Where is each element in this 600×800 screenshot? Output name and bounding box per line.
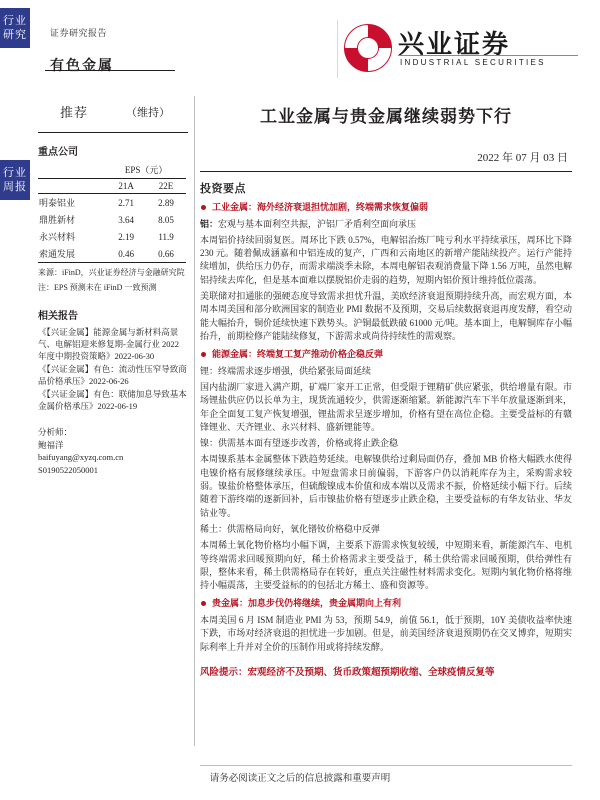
page-title: 工业金属与贵金属继续弱势下行 — [260, 107, 512, 126]
header-left — [50, 26, 114, 75]
logo-english-name: INDUSTRIAL SECURITIES — [400, 58, 546, 67]
vertical-tab-industry-research-label: 行业研究 — [3, 15, 27, 41]
paragraph-text: 本周稀土氧化物价格均小幅下调，主要系下游需求恢复较缓，中短期来看，新能源汽车、电机等终端需求回暖预期向好，稀土价格需求主要受益于，稀土供给需求回暖预期，供给弹性有限，整体来看，稀土供需格局存在转好，重点关注磁性材料需求变化。短期内氧化物价格将维持小幅震荡，主要受益标的的包括北方稀土、盛和资源等。 — [200, 540, 572, 591]
company-eps-21a: 3.64 — [118, 214, 134, 225]
left-vertical-bar — [0, 0, 30, 800]
company-eps-21a: 0.46 — [118, 248, 134, 259]
analyst-license: S0190522050001 — [38, 464, 98, 475]
col-company-header — [38, 179, 106, 194]
table-row — [38, 211, 186, 228]
paragraph-text: 稀土：供需格局向好，氧化镨钕价格稳中反弹 — [200, 523, 381, 534]
report-type-label: 证券研究报告 — [50, 28, 108, 38]
bullet-item — [200, 597, 572, 611]
eps-header: EPS（元） — [124, 165, 168, 175]
rating-divider — [38, 132, 188, 133]
company-eps-22e: 11.9 — [158, 231, 174, 242]
title-divider — [200, 171, 572, 172]
col-21a-header: 21A — [118, 181, 134, 191]
bullet-lead: 工业金属：海外经济衰退担忧加剧，终端需求恢复偏弱 — [212, 202, 429, 212]
logo-chinese-name: 兴业证券 — [398, 30, 511, 59]
paragraph — [200, 539, 572, 592]
bullet-lead: 贵金属：加息步伐仍将继续，贵金属期向上有利 — [212, 598, 402, 609]
list-item[interactable]: 《【兴证金属】有色：联储加息导致基本金属价格承压》2022-06-19 — [38, 389, 187, 411]
sidebar-column — [38, 100, 188, 476]
rating-row — [38, 100, 188, 128]
logo-divider — [398, 55, 578, 56]
rating-label: 推荐 — [60, 105, 89, 120]
analyst-label: 分析师： — [38, 427, 73, 437]
table-row — [38, 194, 186, 212]
list-item[interactable]: 《【兴证金属】能源金属与新材料高景气、电解铝迎来修复期-金属行业 2022 年度中期投资策略》2022-06-30 — [38, 327, 179, 361]
table-source-line-2: 注：EPS 预测未在 iFinD 一致预测 — [38, 283, 157, 292]
header-divider — [45, 70, 175, 71]
column-divider — [194, 96, 195, 746]
table-row — [38, 228, 186, 245]
industry-name: 有色金属 — [50, 59, 114, 74]
table-subheader-row — [38, 179, 186, 194]
table-header-row — [38, 161, 186, 179]
risk-disclosure: 风险提示：宏观经济不及预期、货币政策超预期收缩、全球疫情反复等 — [200, 667, 495, 678]
paragraph — [200, 614, 572, 654]
paragraph-text: 国内盐湖厂家进入满产期，矿端厂家开工正常，但受限于锂精矿供应紧张，供给增量有限。市场锂盐供应仍以长单为主，现货流通较少，供需逐渐缩紧。新能源汽车下半年放量逐渐到来，年企全面复工复产恢复增强，锂盐需求呈逐步增加，价格有望在高位企稳。主要受益标的有赣锋锂业、天齐锂业、永兴材料、盛新锂能等。 — [200, 381, 572, 432]
company-name: 索通发展 — [39, 249, 76, 259]
paragraph — [200, 453, 572, 519]
related-reports-title: 相关报告 — [38, 311, 78, 322]
key-companies-title: 重点公司 — [38, 147, 78, 158]
vertical-tab-industry-weekly-label: 行业周报 — [3, 167, 27, 193]
company-eps-21a: 2.19 — [118, 231, 134, 242]
key-companies-table — [38, 161, 186, 263]
report-date: 2022 年 07 月 03 日 — [477, 152, 568, 164]
col-22e-header: 22E — [158, 181, 174, 191]
bullet-item — [200, 348, 572, 362]
paragraph — [200, 290, 572, 343]
list-item[interactable]: 《【兴证金属】有色：流动性压窄导致商品价格承压》2022-06-26 — [38, 364, 187, 386]
analyst-block — [38, 426, 188, 476]
company-logo — [337, 20, 588, 78]
analyst-email[interactable]: baifuyang@xyzq.com.cn — [38, 452, 124, 462]
paragraph — [200, 523, 572, 536]
company-name: 鼎胜新材 — [39, 215, 76, 225]
bullet-item — [200, 201, 572, 215]
paragraph-text: 本周铝价持续回弱复医。周环比下跌 0.57%，电解铝治炼厂吨亏利水平持续承压，周环比下降 230 元。随着佩成涵嘉和中铝连成的复产，广西和云南地区的新增产能陆续投产。运行产能持续增加，供给压力仍存，而需求端淡季未除，本周电解铝表观消费量下降 1.56 万吨，虽然电解铝持续去库化，但是基本面难以摆脱铝价走弱的趋势，短期内铝价预计维持低位震荡。 — [200, 234, 572, 285]
paragraph — [200, 365, 572, 378]
vertical-tab-industry-research — [0, 8, 30, 48]
table-row — [38, 245, 186, 263]
paragraph-text: 锂：终端需求逐步增强，供给紧张局面延续 — [200, 365, 372, 376]
investment-points-title: 投资要点 — [200, 183, 246, 195]
paragraph-text: 宏观与基本面利空共振，沪铝厂矛盾利空面向承压 — [218, 218, 417, 229]
company-name: 明泰铝业 — [39, 198, 76, 208]
company-eps-22e: 0.66 — [158, 248, 174, 259]
footer-disclaimer: 请务必阅读正文之后的信息披露和重要声明 — [209, 774, 391, 784]
company-eps-21a: 2.71 — [118, 197, 134, 208]
vertical-tab-industry-weekly — [0, 160, 30, 200]
company-name: 永兴材料 — [39, 232, 76, 242]
paragraph — [200, 381, 572, 434]
col-company-spacer — [38, 161, 106, 179]
analyst-name: 鲍福洋 — [38, 439, 64, 450]
logo-mark-icon — [344, 24, 390, 70]
table-source-line-1: 来源：iFinD，兴业证券经济与金融研究院 — [38, 268, 185, 277]
company-eps-22e: 2.89 — [158, 197, 174, 208]
paragraph — [200, 234, 572, 287]
paragraph-text: 镍：供需基本面有望逐步改善，价格或将止跌企稳 — [200, 438, 399, 449]
related-reports-list — [38, 326, 188, 412]
report-header — [40, 14, 588, 96]
paragraph-text: 本周美国 6 月 ISM 制造业 PMI 为 53，预期 54.9，前值 56.1，低于预期，10Y 美债收益率快速下跌，市场对经济衰退的担忧进一步加剧。但是，前美国经济衰退预期仍在交叉博弈，短期实际利率上升并对全价的压制作用或将持续发酵。 — [200, 614, 572, 652]
paragraph-text: 美联储对扣通胀的强硬态度导致需求担忧升温，美欧经济衰退预期持续升高，而宏观方面，本周本周美国和部分欧洲国家的制造业 PMI 数据不及预期，交易后续数据衰退再度发酵，看空动能大幅抬升，铜价延续快速下跌势头。沪铜最低跌破 61000 元/吨。基本面上，电解铜库存小幅抬升，前期检修产能陆续修复，下游需求或尚待持续性的需观察。 — [200, 290, 572, 341]
paragraph-text: 本周镍系基本金属整体下跌趋势延续。电解镍供给过剩局面仍存，叠加 MB 价格大幅跌水使得电镍价格有展修继续承压。中短盘需求日前偏弱，下游客户仍以消耗库存为主，采购需求较弱。镍盐价格整体承压，但硫酸镍成本价值和成本端以及需求不振，价格延续小幅下行。后续随着下游终端的逐新回补，后市镍盐价格有望逐步止跌企稳，主要受益标的有华友钴业、华友钴业等。 — [200, 454, 572, 518]
bullet-lead: 能源金属：终端复工复产推动价格企稳反弹 — [212, 349, 384, 360]
company-eps-22e: 8.05 — [158, 214, 174, 225]
footer-divider — [200, 765, 572, 766]
main-column — [200, 92, 572, 678]
paragraph — [200, 437, 572, 450]
paragraph — [200, 218, 572, 231]
rating-status: （维持） — [126, 107, 170, 119]
paragraph-tag: 铝： — [200, 218, 219, 229]
